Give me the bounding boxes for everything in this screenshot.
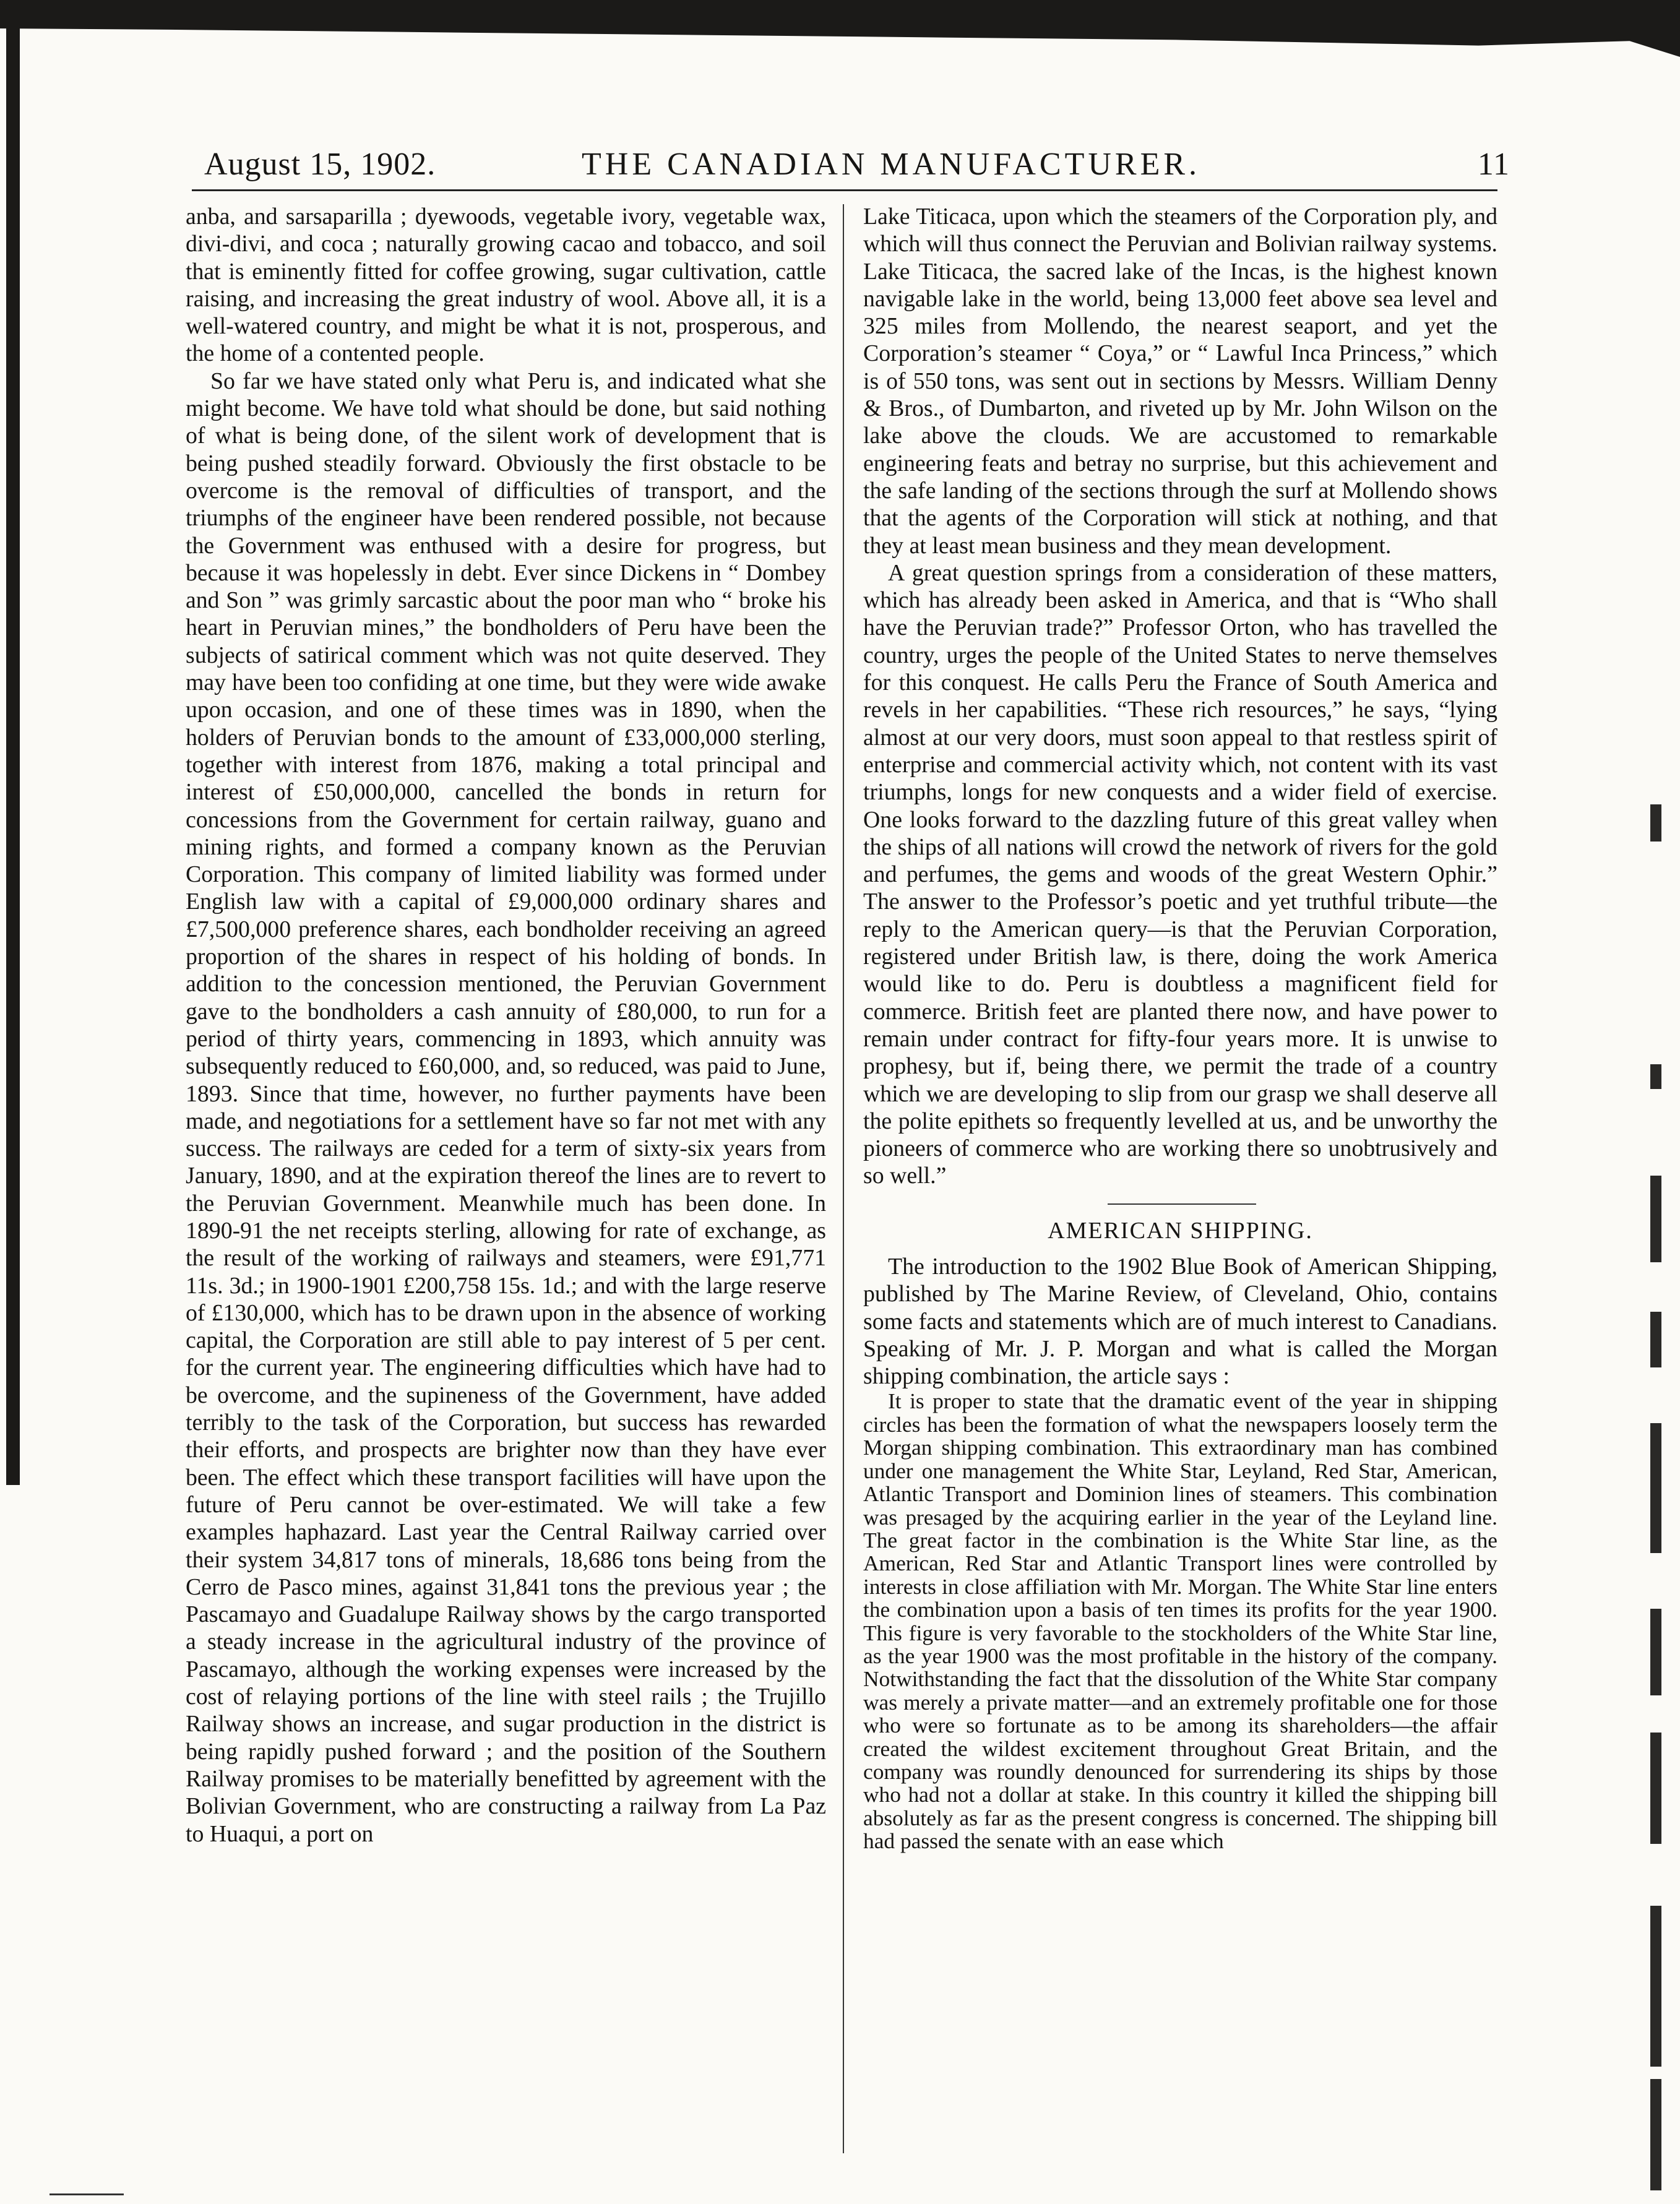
scan-top-edge [0, 0, 1680, 57]
right-column [863, 203, 1497, 2183]
header-rule [192, 189, 1497, 191]
publication-title: THE CANADIAN MANUFACTURER. [582, 147, 1201, 182]
quoted-article [863, 1390, 1497, 1853]
page-header [179, 146, 1510, 189]
scan-right-edge-noise [1644, 804, 1669, 2197]
paragraph: Lake Titicaca, upon which the steamers of the Corporation ply, and which will thus connect the Peruvian and Bolivian railway systems. Lake Titicaca, the sacred lake of the Incas, is the highest known navigable lake in the world, being 13,000 feet above sea level and 325 miles from Mollendo, the nearest seaport, and yet the Corporation’s steamer “ Coya,” or “ Lawful Inca Princess,” which is of 550 tons, was sent out in sections by Messrs. William Denny & Bros., of Dumbarton, and riveted up by Mr. John Wilson on the lake above the clouds. We are accustomed to remarkable engineering feats and betray no surprise, but this achievement and the safe landing of the sections through the surf at Mollendo shows that the agents of the Corporation will stick at nothing, and that they at least mean business and they mean development. [863, 204, 1497, 559]
section-heading-text: AMERICAN SHIPPING. [1048, 1217, 1313, 1244]
quoted-paragraph: It is proper to state that the dramatic event of the year in shipping circles has been the formation of what the newspapers loosely term the Morgan shipping combination. This extraordinary man has combined under one management the White Star, Leyland, Red Star, American, Atlantic Transport and Dominion lines of steamers. This combination was presaged by the acquiring earlier in the year of the Leyland line. The great factor in the combination is the White Star line, as the American, Red Star and Atlantic Transport lines were controlled by interests in close affiliation with Mr. Morgan. The White Star line enters the combination upon a basis of ten times its profits for the year 1900. This figure is very favorable to the stockholders of the White Star line, as the year 1900 was the most profitable in the history of the company. Notwithstanding the fact that the dissolution of the White Star company was merely a private matter—and an extremely profitable one for those who were so fortunate as to be among its shareholders—the affair created the wildest excitement throughout Great Britain, and the company was roundly denounced for surrendering its ships by those who had not a dollar at stake. In this country it killed the shipping bill absolutely as far as the present congress is concerned. The shipping bill had passed the senate with an ease which [863, 1388, 1497, 1854]
issue-date: August 15, 1902. [204, 147, 436, 182]
scan-bottom-mark [50, 2193, 124, 2195]
page-number: 11 [1477, 147, 1510, 182]
paragraph: A great question springs from a consideration of these matters, which has already been asked in America, and that is “Who shall have the Peruvian trade?” Professor Orton, who has travelled the country, urges the people of the United States to nerve themselves for this conquest. He calls Peru the France of South America and revels in her capabilities. “These rich resources,” he says, “lying almost at our very doors, must soon appeal to that restless spirit of enterprise and commercial activity which, not content with its vast triumphs, longs for new conquests and a wider field of exercise. One looks forward to the dazzling future of this great valley when the ships of all nations will crowd the network of rivers for the gold and perfumes, the gems and woods of the great Western Ophir.” The answer to the Professor’s poetic and yet truthful tribute—the reply to the American query—is that the Peruvian Corporation, registered under British law, is there, doing the work America would like to do. Peru is doubtless a magnificent field for commerce. British feet are planted there now, and have power to remain under contract for fifty-four years more. It is unwise to prophesy, but if, being there, we permit the trade of a country which we are developing to slip from our grasp we shall deserve all the polite epithets so frequently levelled at us, and be unworthy the pioneers of commerce who are working there so unobtrusively and so well.” [863, 559, 1497, 1189]
left-column [186, 203, 826, 2183]
section-intro: The introduction to the 1902 Blue Book of American Shipping, published by The Marine Review, of Cleveland, Ohio, contains some facts and statements which are of much interest to Canadians. Speaking of Mr. J. P. Morgan and what is called the Morgan shipping combination, the article says : [863, 1253, 1497, 1390]
section-heading [863, 1203, 1497, 1244]
section-rule [1108, 1203, 1256, 1205]
column-divider [843, 204, 844, 2153]
paragraph: anba, and sarsaparilla ; dyewoods, vegetable ivory, vegetable wax, divi-divi, and coca ; naturally growing cacao and tobacco, and soil that is eminently fitted for coffee growing, sugar cultivation, cattle raising, and increasing the great industry of wool. Above all, it is a well-watered country, and might be what it is not, prosperous, and the home of a contented people. [186, 204, 826, 367]
paragraph: So far we have stated only what Peru is, and indicated what she might become. We have told what should be done, but said nothing of what is being done, of the silent work of development that is being pushed steadily forward. Obviously the first obstacle to be overcome is the removal of difficulties of transport, and the triumphs of the engineer have been rendered possible, not because the Government was enthused with a desire for progress, but because it was hopelessly in debt. Ever since Dickens in “ Dombey and Son ” was grimly sarcastic about the poor man who “ broke his heart in Peruvian mines,” the bondholders of Peru have been the subjects of satirical comment which was not quite deserved. They may have been too confiding at one time, but they were wide awake upon occasion, and one of these times was in 1890, when the holders of Peruvian bonds to the amount of £33,000,000 sterling, together with interest from 1876, making a total principal and interest of £50,000,000, cancelled the bonds in return for concessions from the Government for certain railway, guano and mining rights, and formed a company known as the Peruvian Corporation. This company of limited liability was formed under English law with a capital of £9,000,000 ordinary shares and £7,500,000 preference shares, each bondholder receiving an agreed proportion of the shares in respect of his holding of bonds. In addition to the concession mentioned, the Peruvian Government gave to the bondholders a cash annuity of £80,000, to run for a period of thirty years, commencing in 1893, which annuity was subsequently reduced to £60,000, and, so reduced, was paid to June, 1893. Since that time, however, no further payments have been made, and negotiations for a settlement have so far not met with any success. The railways are ceded for a term of sixty-six years from January, 1890, and at the expiration thereof the lines are to revert to the Peruvian Government. Meanwhile much has been done. In 1890-91 the net receipts sterling, allowing for rate of exchange, as the result of the working of railways and steamers, were £91,771 11s. 3d.; in 1900-1901 £200,758 15s. 1d.; and with the large reserve of £130,000, which has to be drawn upon in the absence of working capital, the Corporation are still able to pay interest of 5 per cent. for the current year. The engineering difficulties which have had to be overcome, and the supineness of the Government, have added terribly to the task of the Corporation, but success has rewarded their efforts, and prospects are brighter now than they have ever been. The effect which these transport facilities will have upon the future of Peru cannot be over-estimated. We will take a few examples haphazard. Last year the Central Railway carried over their system 34,817 tons of minerals, 18,686 tons being from the Cerro de Pasco mines, against 31,841 tons the previous year ; the Pascamayo and Guadalupe Railway shows by the cargo transported a steady increase in the agricultural industry of the province of Pascamayo, although the working expenses were increased by the cost of relaying portions of the line with steel rails ; the Trujillo Railway shows an increase, and sugar production in the district is being rapidly pushed forward ; and the position of the Southern Railway promises to be materially benefitted by agreement with the Bolivian Government, who are constructing a railway from La Paz to Huaqui, a port on [186, 368, 826, 1847]
scan-left-edge [6, 25, 20, 1485]
